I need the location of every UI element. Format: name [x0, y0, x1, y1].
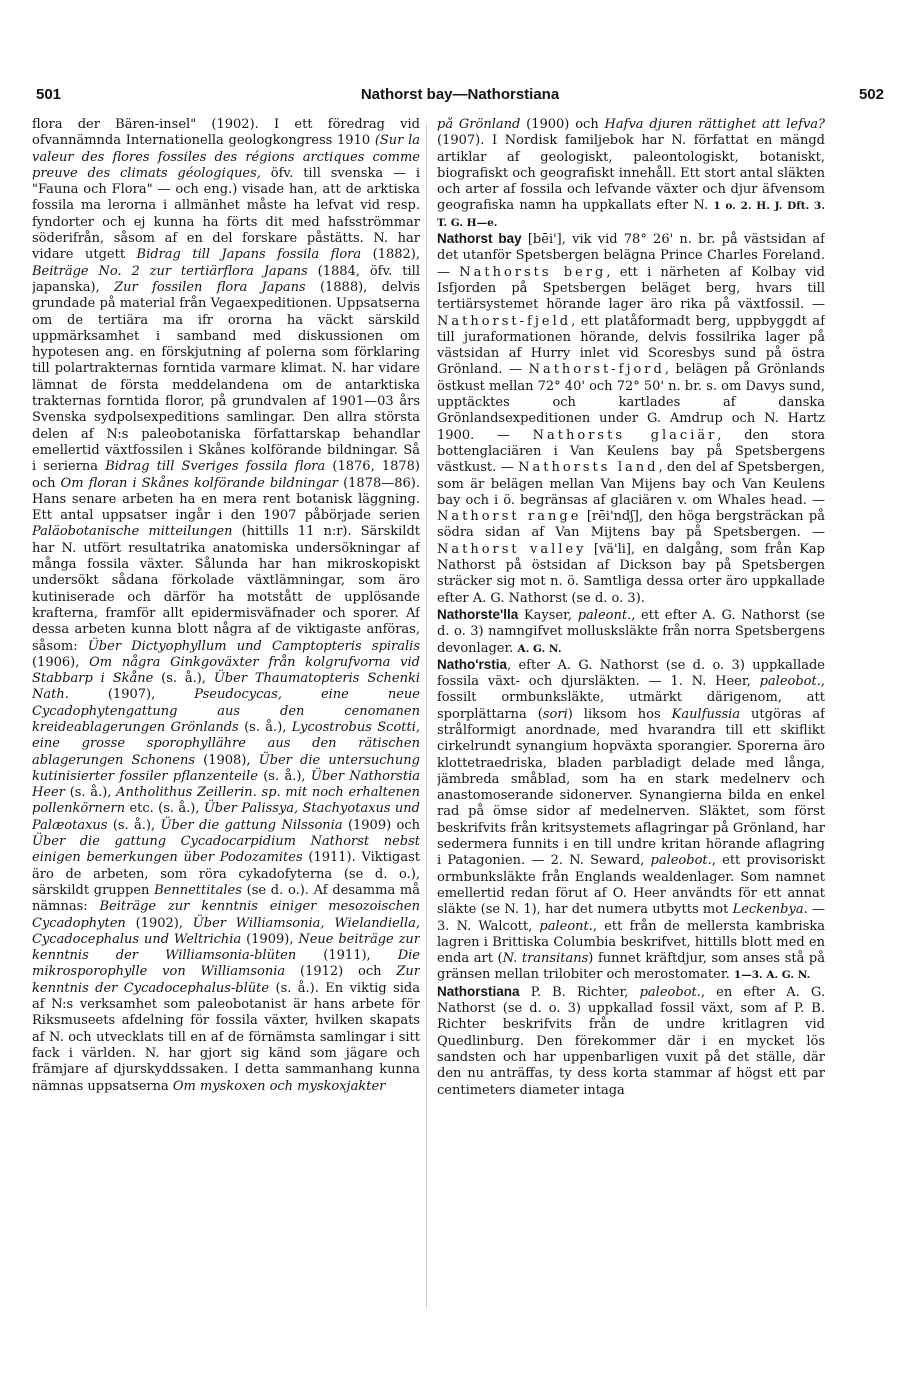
headword-nathorstella: Nathorste'lla: [437, 606, 519, 622]
running-title: Nathorst bay—Nathorstiana: [360, 86, 560, 103]
author-signature: 1—3. A. G. N.: [733, 969, 811, 982]
author-signature: A. G. N.: [517, 642, 562, 655]
headword-nathorstia: Natho'rstia: [437, 656, 507, 672]
page-number-right: 502: [858, 86, 884, 103]
entry-nathorstiana: Nathorstiana P. B. Richter, paleobot., en efter A. G. Nathorst (se d. o. 3) uppkallad fossil växt, som af P. B. Richter beskrifvits från de undre kritlagren vid Quedlinburg. Den förekommer där i en mycket lös sandsten och har uppenbarligen vuxit på det ställe, där den nu anträffas, ty dess korta stammar af högst ett par centimeters diameter intaga: [437, 983, 825, 1098]
headword-nathorstiana: Nathorstiana: [437, 983, 520, 999]
page-number-left: 501: [36, 86, 62, 103]
page-header: [36, 86, 884, 110]
entry-nathorstia: Natho'rstia, efter A. G. Nathorst (se d. o. 3) uppkallade fossila växt- och djursläkten. — 1. N. Heer, paleobot., fossilt ormbunksläkte, utmärkt därigenom, att sporplättarna (sori) liksom hos Kaulfussia utgöras af strålformigt anordnade, med hvarandra till ett skiflikt cirkelrundt synangium hopväxta sporangier. Sporerna äro klottetraedriska, bladen parbladigt delade med långa, jämbreda småblad, som ha en stark medelnerv och anastomoserande sidonerver. Synangierna bilda en enkel rad på ömse sidor af medelnerven. Släktet, som först beskrifvits från kritsystemets aflagringar på Grönland, har sedermera funnits i en till undre kritan hörande aflagring i Patagonien. — 2. N. Seward, paleobot., ett provisoriskt ormbunksläkte från Englands wealdenlager. Som namnet emellertid redan förut af O. Heer användts för ett annat släkte (se N. 1), har det numera utbytts mot Leckenbya. — 3. N. Walcott, paleont., ett från de mellersta kambriska lagren i Brittiska Columbia beskrifvet, hittills blott med en enda art (N. transitans) funnet kräftdjur, som anses stå på gränsen mellan trilobiter och merostomater. 1—3. A. G. N.: [437, 656, 825, 983]
headword-nathorst-bay: Nathorst bay: [437, 231, 522, 247]
left-column: [32, 117, 420, 1322]
author-signature: 1 o. 2. H. J. Dft. 3. T. G. H—e.: [437, 200, 825, 229]
entry-nathorstella: Nathorste'lla Kayser, paleont., ett efter A. G. Nathorst (se d. o. 3) namngifvet mollusksläkte från norra Spetsbergens devonlager. A. G. N.: [437, 606, 825, 656]
entry-nathorst-bay: Nathorst bay [bēi'], vik vid 78° 26' n. br. på västsidan af det utanför Spetsbergen belägna Prince Charles Foreland. — Nathorsts berg, ett i närheten af Kolbay vid Isfjorden på Spetsbergen beläget berg, hvars till tertiärsystemet hörande lager äro rika på växtfossil. — Nathorst-fjeld, ett platåformadt berg, uppbyggdt af till juraformationen hörande, delvis fossilrika lager på västsidan af Hurry inlet vid Scoresbys sund på östra Grönland. — Nathorst-fjord, belägen på Grönlands östkust mellan 72° 40' och 72° 50' n. br. s. om Davys sund, upptäcktes och kartlades af danska Grönlandsexpeditionen under G. Amdrup och N. Hartz 1900. — Nathorsts glaciär, den stora bottenglaciären i Van Keulens bay på Spetsbergens västkust. — Nathorsts land, den del af Spetsbergen, som är belägen mellan Van Mijens bay och Van Keulens bay och i ö. begränsas af glaciären v. om Whales head. — Nathorst range [rēi'ndʃ], den höga bergsträckan på södra sidan af Van Mijtens bay på Spetsbergen. — Nathorst valley [vä'li], en dalgång, som från Kap Nathorst på östsidan af Dickson bay på Spetsbergen sträcker sig mot n. ö. Samtliga dessa orter äro uppkallade efter A. G. Nathorst (se d. o. 3).: [437, 231, 825, 606]
nathorst-biography-end: på Grönland (1900) och Hafva djuren rättighet att lefva? (1907). I Nordisk familjebok har N. författat en mängd artiklar af geologiskt, paleontologiskt, botaniskt, biografiskt och geografiskt innehåll. Ett stort antal släkten och arter af fossila och lefvande växter och djur äfvensom geografiska namn ha uppkallats efter N. 1 o. 2. H. J. Dft. 3. T. G. H—e.: [437, 117, 825, 229]
column-divider: [426, 123, 427, 1309]
nathorst-biography-continuation: flora der Bären-insel" (1902). I ett föredrag vid ofvannämnda Internationella geologkongress 1910 (Sur la valeur des flores fossiles des régions arctiques comme preuve des climats géologiques, öfv. till svenska — i "Fauna och Flora" — och eng.) visade han, att de arktiska fossila ma lerorna i allmänhet måste ha lefvat vid resp. fyndorter och ej kunna ha förts dit med hafsströmmar söderifrån, såsom af en del forskare påstätts. N. har vidare utgett Bidrag till Japans fossila flora (1882), Beiträge No. 2 zur tertiärflora Japans (1884, öfv. till japanska), Zur fossilen flora Japans (1888), delvis grundade på material från Vegaexpeditionen. Uppsatserna om de tertiära ma ifr ororna ha väckt särskild uppmärksamhet i samband med diskussionen om hypotesen ang. en förskjutning af polerna som förklaring till polartrakternas forntida varmare klimat. N. har vidare lämnat de första meddelandena om de antarktiska trakternas forntida floror, på grundvalen af 1901—03 års Svenska sydpolsexpeditions samlingar. Den allra största delen af N:s paleobotaniska författarskap behandlar emellertid växtfossilen i Skånes kolförande bildningar. Så i serierna Bidrag till Sveriges fossila flora (1876, 1878) och Om floran i Skånes kolförande bildningar (1878—86). Hans senare arbeten ha en mera rent botanisk läggning. Ett antal uppsatser ingår i den 1907 påbörjade serien Paläobotanische mitteilungen (hittills 11 n:r). Särskildt har N. utfört resultatrika anatomiska undersökningar af många fossila växter. Sålunda har han mikroskopiskt undersökt sådana förkolade växtlämningar, som äro kutiniserade och därför ha motstått de upplösande krafterna, framför allt epidermisväfnader och sporer. Af dessa arbeten kunna blott några af de viktigaste anföras, såsom: Über Dictyophyllum und Camptopteris spiralis (1906), Om några Ginkgoväxter från kolgrufvorna vid Stabbarp i Skåne (s. å.), Über Thaumatopteris Schenki Nath. (1907), Pseudocycas, eine neue Cycadophytengattung aus den cenomanen kreideablagerungen Grönlands (s. å.), Lycostrobus Scotti, eine grosse sporophyllähre aus den rätischen ablagerungen Schonens (1908), Über die untersuchung kutinisierter fossiler pflanzenteile (s. å.), Über Nathorstia Heer (s. å.), Antholithus Zeillerin. sp. mit noch erhaltenen pollenkörnern etc. (s. å.), Über Palissya, Stachyotaxus und Palæotaxus (s. å.), Über die gattung Nilssonia (1909) och Über die gattung Cycadocarpidium Nathorst nebst einigen bemerkungen über Podozamites (1911). Viktigast äro de arbeten, som röra cykadofyterna (se d. o.), särskildt gruppen Bennettitales (se d. o.). Af desamma må nämnas: Beiträge zur kenntnis einiger mesozoischen Cycadophyten (1902), Über Williamsonia, Wielandiella, Cycadocephalus und Weltrichia (1909), Neue beiträge zur kenntnis der Williamsonia-blüten (1911), Die mikrosporophylle von Williamsonia (1912) och Zur kenntnis der Cycadocephalus-blüte (s. å.). En viktig sida af N:s verksamhet som paleobotanist är hans arbete för Riksmuseets afdelning för fossila växter, hvilken skapats af N. och utvecklats till en af de förnämsta samlingar i sitt fack i världen. N. har gjort sig känd som jägare och främjare af djurskyddssaken. I detta sammanhang kunna nämnas uppsatserna Om myskoxen och myskoxjakter: [32, 117, 420, 1094]
right-column: [437, 117, 825, 1322]
